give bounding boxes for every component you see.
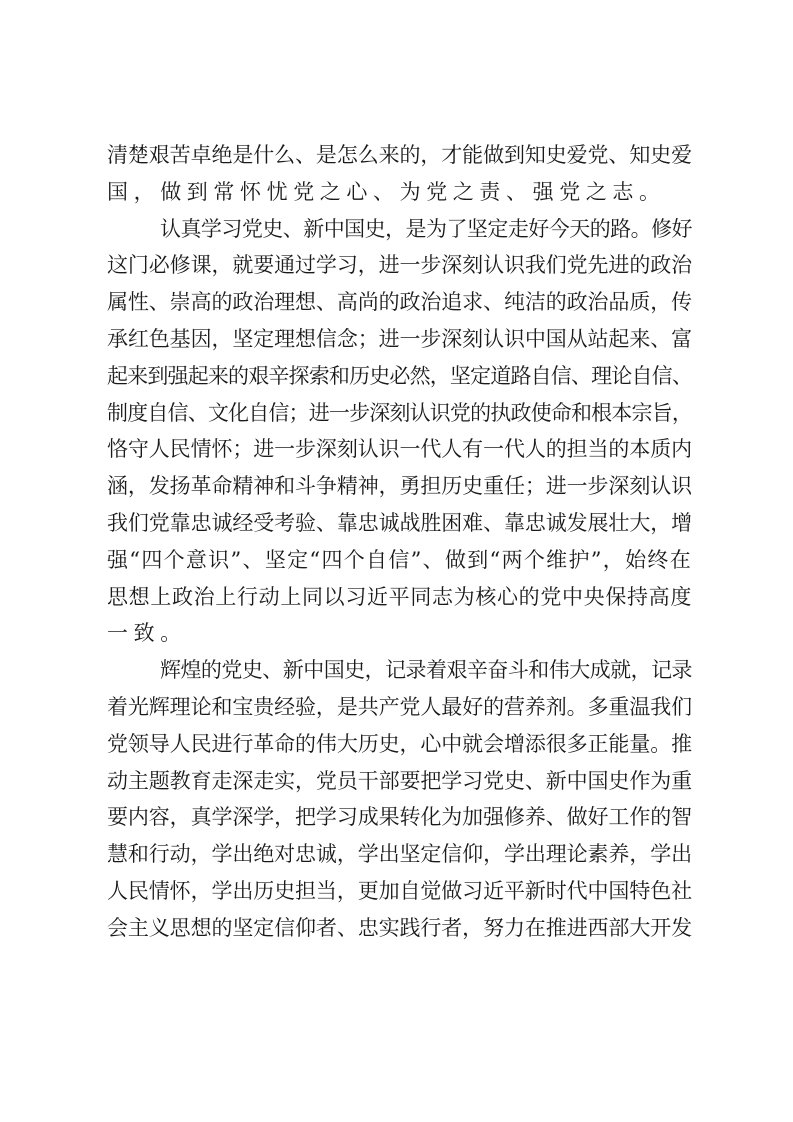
text-line: 动主题教育走深走实，党员干部要把学习党史、新中国史作为重 [107,768,692,793]
text-line: 强“四个意识”、坚定“四个自信”、做到“两个维护”，始终在 [107,547,692,572]
text-line: 党领导人民进行革命的伟大历史，心中就会增添很多正能量。推 [107,731,692,756]
text-line: 起来到强起来的艰辛探索和历史必然，坚定道路自信、理论自信、 [107,363,692,388]
text-line: 国，做到常怀忧党之心、为党之责、强党之志。 [107,179,666,204]
text-line: 承红色基因，坚定理想信念；进一步深刻认识中国从站起来、富 [107,326,692,351]
text-line: 涵，发扬革命精神和斗争精神，勇担历史重任；进一步深刻认识 [107,474,692,499]
text-line: 辉煌的党史、新中国史，记录着艰辛奋斗和伟大成就，记录 [160,658,692,683]
text-line: 慧和行动，学出绝对忠诚，学出坚定信仰，学出理论素养，学出 [107,842,692,867]
text-line: 思想上政治上行动上同以习近平同志为核心的党中央保持高度 [107,584,692,609]
text-line: 认真学习党史、新中国史，是为了坚定走好今天的路。修好 [160,216,692,241]
text-line: 一致。 [107,621,187,646]
text-line: 人民情怀，学出历史担当，更加自觉做习近平新时代中国特色社 [107,878,692,903]
text-line: 这门必修课，就要通过学习，进一步深刻认识我们党先进的政治 [107,253,692,278]
text-line: 恪守人民情怀；进一步深刻认识一代人有一代人的担当的本质内 [107,437,692,462]
body-text [107,137,697,947]
text-line: 着光辉理论和宝贵经验，是共产党人最好的营养剂。多重温我们 [107,694,692,719]
text-line: 我们党靠忠诚经受考验、靠忠诚战胜困难、靠忠诚发展壮大，增 [107,510,692,535]
text-line: 会主义思想的坚定信仰者、忠实践行者，努力在推进西部大开发 [107,915,692,940]
text-line: 制度自信、文化自信；进一步深刻认识党的执政使命和根本宗旨， [107,400,692,425]
text-line: 属性、崇高的政治理想、高尚的政治追求、纯洁的政治品质，传 [107,290,692,315]
text-line: 要内容，真学深学，把学习成果转化为加强修养、做好工作的智 [107,805,692,830]
text-line: 清楚艰苦卓绝是什么、是怎么来的，才能做到知史爱党、知史爱 [107,143,692,167]
